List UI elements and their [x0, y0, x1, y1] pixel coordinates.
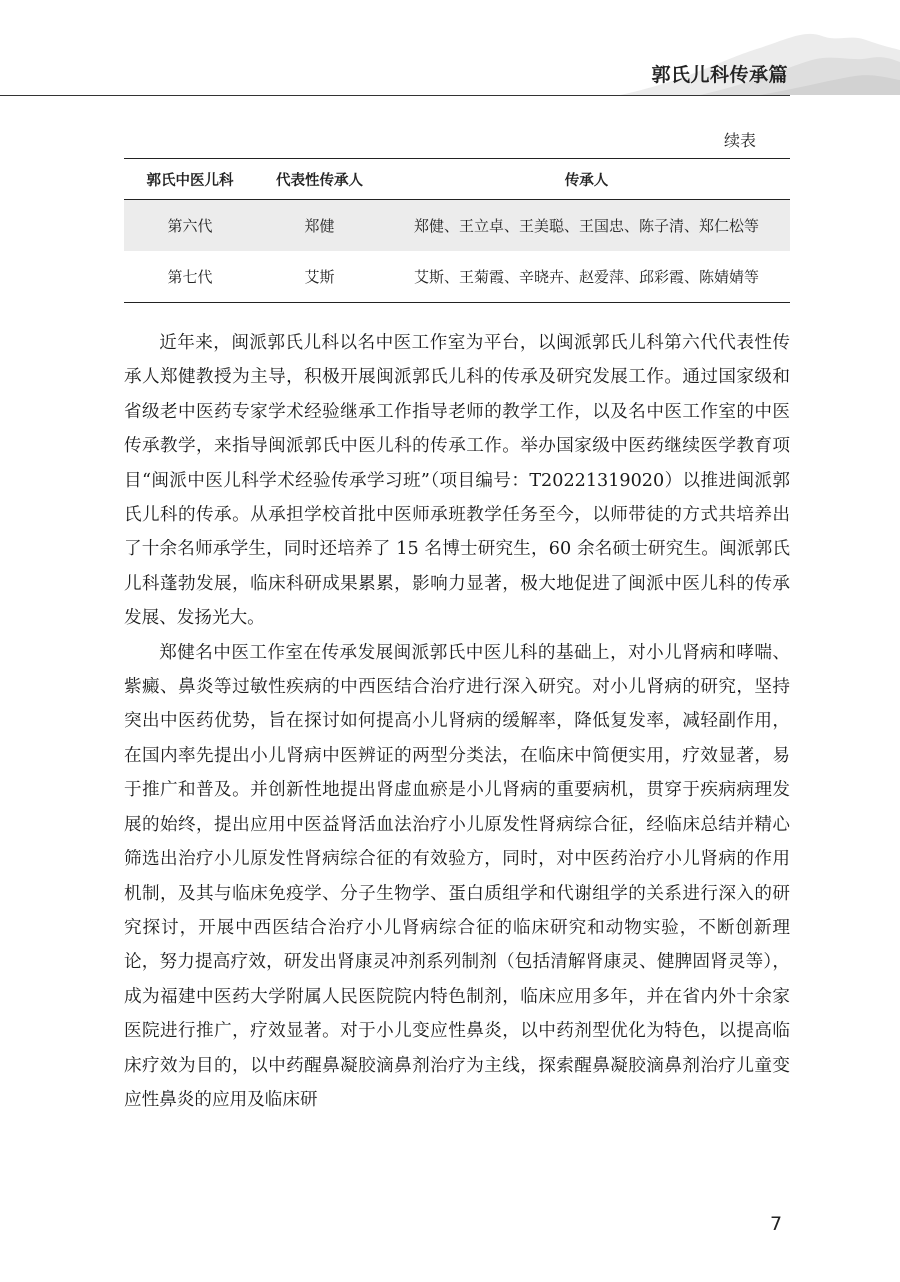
- table-caption: 续表: [724, 131, 757, 150]
- table-cell: 郑健: [256, 200, 383, 252]
- table-row: [124, 251, 790, 303]
- body-text: [124, 326, 790, 1117]
- inheritance-table: [124, 158, 790, 303]
- table-header-row: [124, 159, 790, 200]
- mountain-decoration: [0, 0, 900, 110]
- paragraph: 近年来，闽派郭氏儿科以名中医工作室为平台，以闽派郭氏儿科第六代代表性传承人郑健教授为主导，积极开展闽派郭氏儿科的传承及研究发展工作。通过国家级和省级老中医药专家学术经验继承工作指导老师的教学工作，以及名中医工作室的中医传承教学，来指导闽派郭氏中医儿科的传承工作。举办国家级中医药继续医学教育项目“闽派中医儿科学术经验传承学习班”（项目编号：T20221319020）以推进闽派郭氏儿科的传承。从承担学校首批中医师承班教学任务至今，以师带徒的方式共培养出了十余名师承学生，同时还培养了 15 名博士研究生，60 余名硕士研究生。闽派郭氏儿科蓬勃发展，临床科研成果累累，影响力显著，极大地促进了闽派中医儿科的传承发展、发扬光大。: [124, 333, 790, 629]
- paragraph: 郑健名中医工作室在传承发展闽派郭氏中医儿科的基础上，对小儿肾病和哮喘、紫癜、鼻炎等过敏性疾病的中西医结合治疗进行深入研究。对小儿肾病的研究，坚持突出中医药优势，旨在探讨如何提高小儿肾病的缓解率，降低复发率，减轻副作用，在国内率先提出小儿肾病中医辨证的两型分类法，在临床中简便实用，疗效显著，易于推广和普及。并创新性地提出肾虚血瘀是小儿肾病的重要病机，贯穿于疾病病理发展的始终，提出应用中医益肾活血法治疗小儿原发性肾病综合征，经临床总结并精心筛选出治疗小儿原发性肾病综合征的有效验方，同时，对中医药治疗小儿肾病的作用机制，及其与临床免疫学、分子生物学、蛋白质组学和代谢组学的关系进行深入的研究探讨，开展中西医结合治疗小儿肾病综合征的临床研究和动物实验，不断创新理论，努力提高疗效，研发出肾康灵冲剂系列制剂（包括清解肾康灵、健脾固肾灵等），成为福建中医药大学附属人民医院院内特色制剂，临床应用多年，并在省内外十余家医院进行推广，疗效显著。对于小儿变应性鼻炎，以中药剂型优化为特色，以提高临床疗效为目的，以中药醒鼻凝胶滴鼻剂治疗为主线，探索醒鼻凝胶滴鼻剂治疗儿童变应性鼻炎的应用及临床研: [124, 642, 790, 1110]
- page-number: 7: [770, 1213, 783, 1235]
- column-header: 传承人: [383, 159, 790, 200]
- table-cell: 郑健、王立卓、王美聪、王国忠、陈子清、郑仁松等: [383, 200, 790, 252]
- header-rule: [0, 95, 790, 96]
- table-cell: 第七代: [124, 251, 256, 303]
- table-row: [124, 200, 790, 252]
- column-header: 郭氏中医儿科: [124, 159, 256, 200]
- table-cell: 艾斯: [256, 251, 383, 303]
- column-header: 代表性传承人: [256, 159, 383, 200]
- header-title: 郭氏儿科传承篇: [651, 64, 788, 86]
- table-cell: 第六代: [124, 200, 256, 252]
- table-cell: 艾斯、王菊霞、辛晓卉、赵爱萍、邱彩霞、陈婧婧等: [383, 251, 790, 303]
